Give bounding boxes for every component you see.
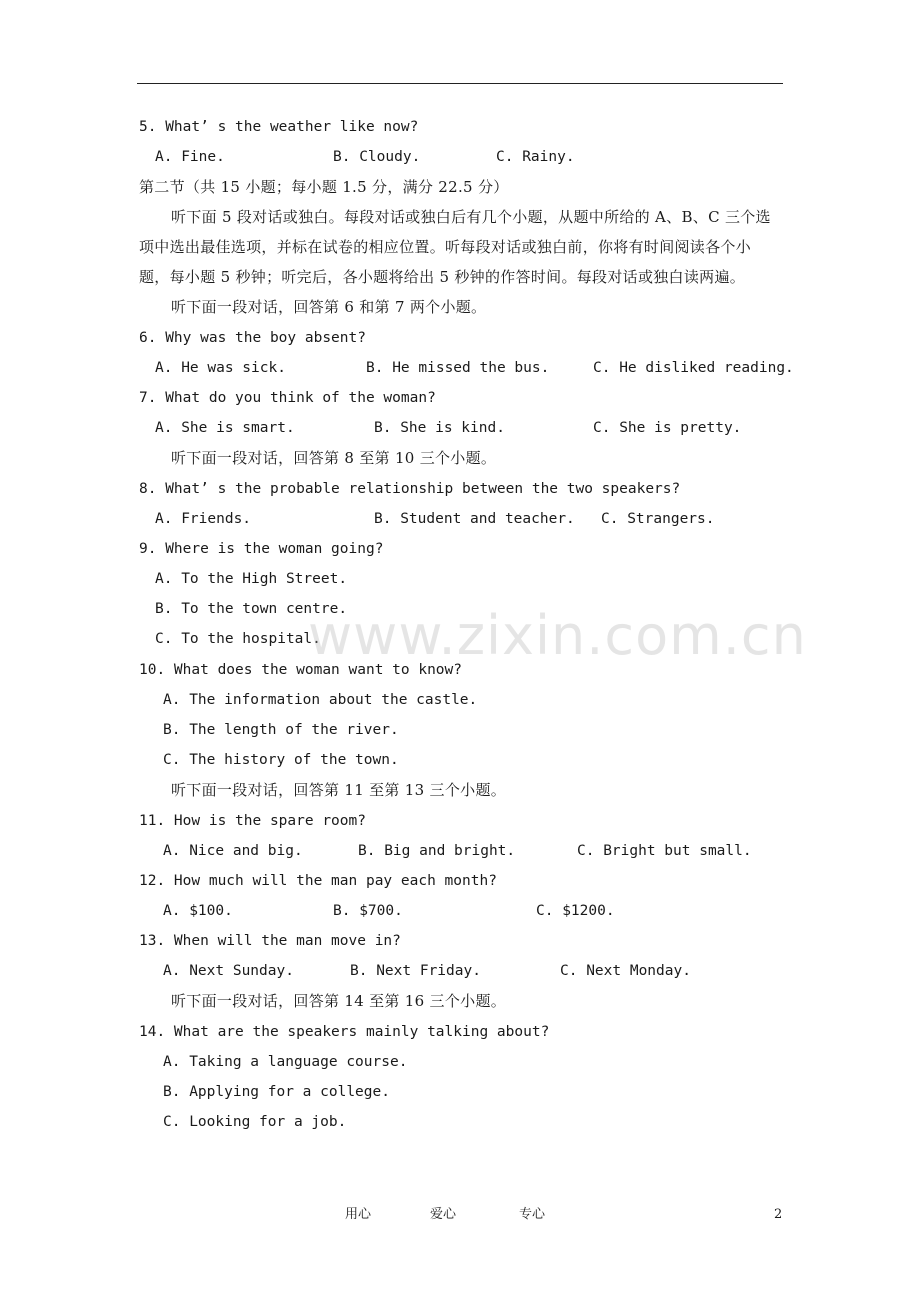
question-10: 10. What does the woman want to know? [139,662,463,678]
question-13-option-c: C. Next Monday. [560,963,691,979]
section-2-instruction-line-3: 题，每小题 5 秒钟；听完后，各小题将给出 5 秒钟的作答时间。每段对话或独白读两遍。 [139,268,746,286]
question-5-option-a: A. Fine. [155,149,225,165]
header-rule [137,83,783,84]
footer-word-2: 爱心 [430,1207,457,1222]
question-7-option-c: C. She is pretty. [593,420,742,436]
question-8-option-c: C. Strangers. [601,511,715,527]
question-7-option-b: B. She is kind. [374,420,505,436]
question-5-option-b: B. Cloudy. [333,149,421,165]
prompt-8-10: 听下面一段对话，回答第 8 至第 10 三个小题。 [171,449,497,467]
question-9-option-c: C. To the hospital. [155,631,321,647]
question-10-option-a: A. The information about the castle. [163,692,478,708]
question-6-option-c: C. He disliked reading. [593,360,794,376]
section-2-instruction-line-2: 项中选出最佳选项，并标在试卷的相应位置。听每段对话或独白前，你将有时间阅读各个小 [139,238,752,256]
question-11: 11. How is the spare room? [139,813,366,829]
question-12-option-a: A. $100. [163,903,233,919]
page-number: 2 [774,1207,783,1222]
question-7-option-a: A. She is smart. [155,420,295,436]
question-13-option-a: A. Next Sunday. [163,963,294,979]
question-13-option-b: B. Next Friday. [350,963,481,979]
question-8: 8. What’ s the probable relationship between the two speakers? [139,481,681,497]
question-14-option-c: C. Looking for a job. [163,1114,347,1130]
question-5: 5. What’ s the weather like now? [139,119,419,135]
question-14-option-b: B. Applying for a college. [163,1084,390,1100]
question-12-option-b: B. $700. [333,903,403,919]
prompt-14-16: 听下面一段对话，回答第 14 至第 16 三个小题。 [171,992,507,1010]
section-2-instruction-line-1: 听下面 5 段对话或独白。每段对话或独白后有几个小题，从题中所给的 A、B、C 三个选 [171,208,771,226]
question-9-option-b: B. To the town centre. [155,601,348,617]
question-8-option-a: A. Friends. [155,511,252,527]
question-14-option-a: A. Taking a language course. [163,1054,408,1070]
question-9: 9. Where is the woman going? [139,541,384,557]
question-12-option-c: C. $1200. [536,903,615,919]
question-9-option-a: A. To the High Street. [155,571,348,587]
question-6: 6. Why was the boy absent? [139,330,366,346]
question-6-option-b: B. He missed the bus. [366,360,550,376]
question-8-option-b: B. Student and teacher. [374,511,575,527]
question-11-option-a: A. Nice and big. [163,843,303,859]
footer-word-3: 专心 [519,1207,546,1222]
question-11-option-b: B. Big and bright. [358,843,516,859]
prompt-6-7: 听下面一段对话，回答第 6 和第 7 两个小题。 [171,298,487,316]
question-6-option-a: A. He was sick. [155,360,286,376]
section-2-heading: 第二节（共 15 小题；每小题 1.5 分，满分 22.5 分） [139,178,509,196]
question-10-option-c: C. The history of the town. [163,752,399,768]
footer-word-1: 用心 [345,1207,372,1222]
question-11-option-c: C. Bright but small. [577,843,752,859]
question-14: 14. What are the speakers mainly talking about? [139,1024,550,1040]
question-7: 7. What do you think of the woman? [139,390,436,406]
question-13: 13. When will the man move in? [139,933,401,949]
prompt-11-13: 听下面一段对话，回答第 11 至第 13 三个小题。 [171,781,507,799]
question-10-option-b: B. The length of the river. [163,722,399,738]
question-12: 12. How much will the man pay each month? [139,873,497,889]
watermark: www.zixin.com.cn [308,604,807,667]
question-5-option-c: C. Rainy. [496,149,575,165]
